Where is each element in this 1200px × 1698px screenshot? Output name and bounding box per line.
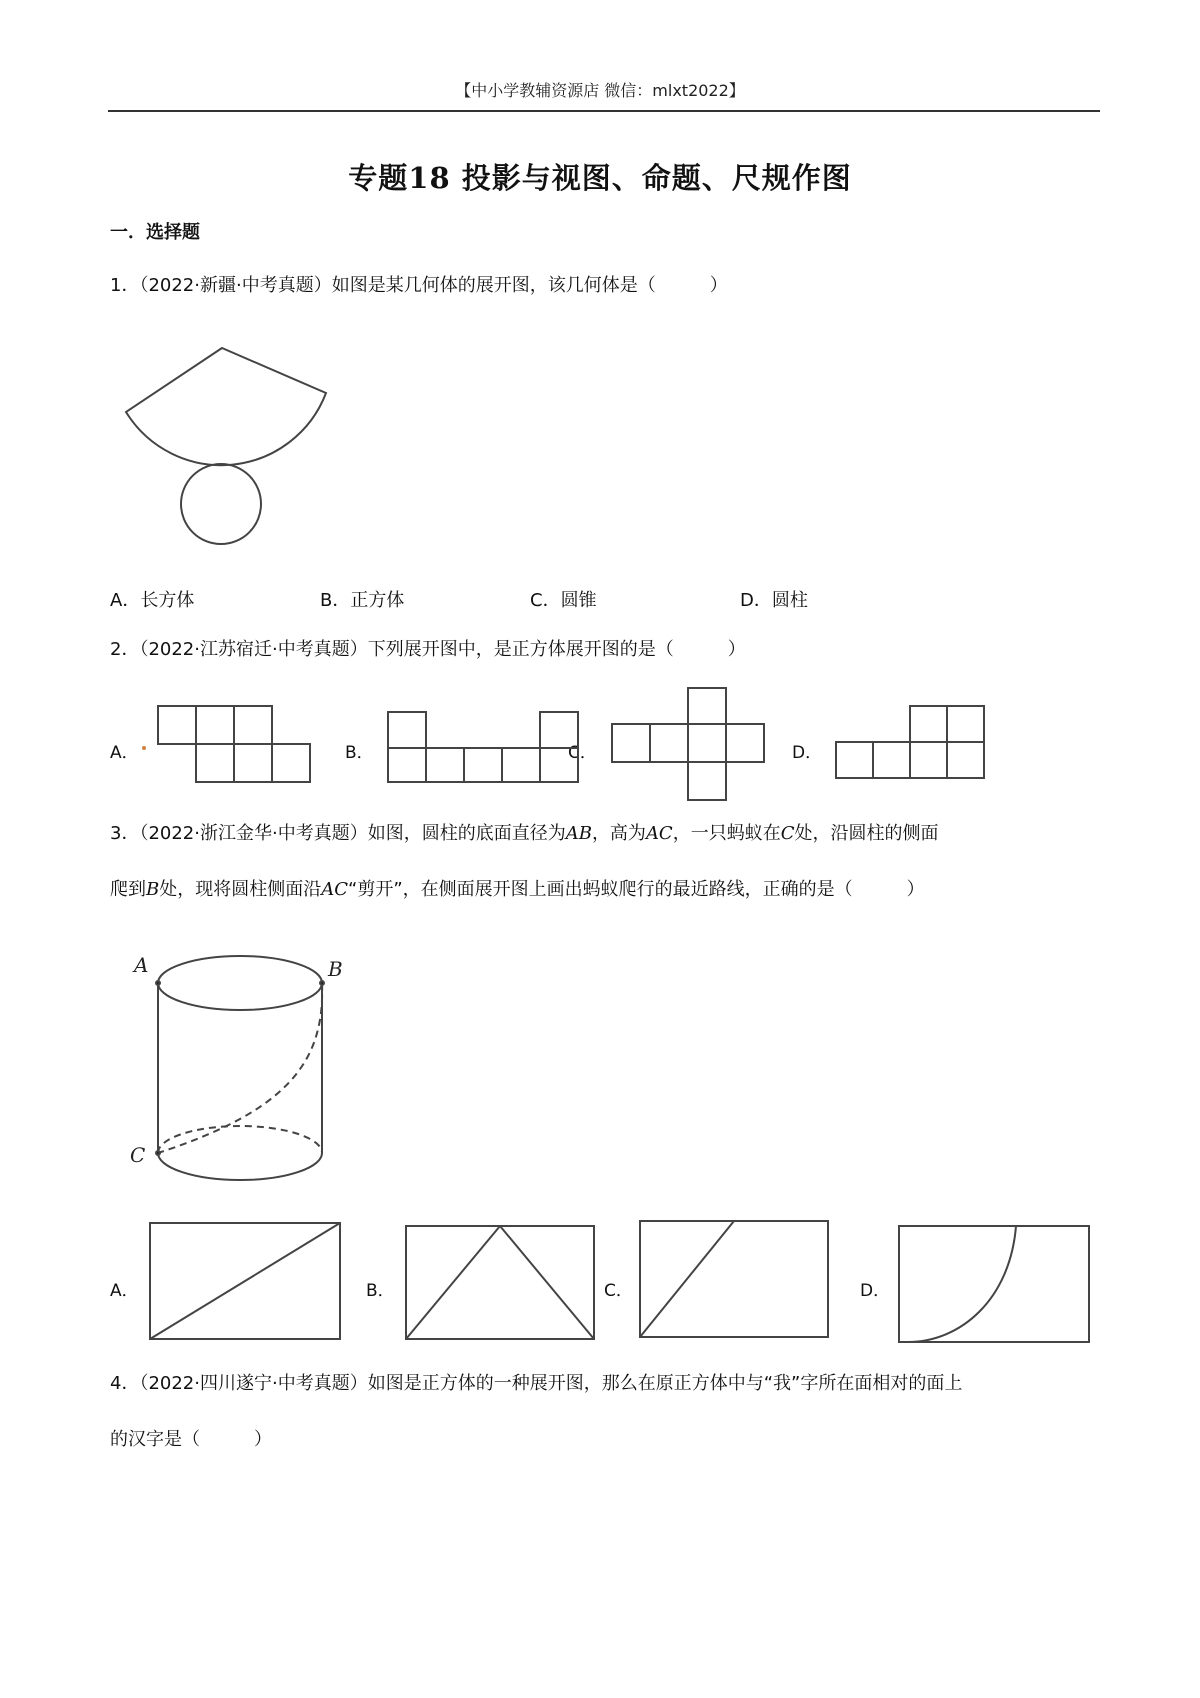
question-1-option-d[interactable]: D．圆柱 (740, 590, 808, 611)
q3-text-1: 3．（2022·浙江金华·中考真题）如图，圆柱的底面直径为 (110, 823, 566, 844)
unrolled-option-a (150, 1223, 340, 1339)
page-title: 专题18 投影与视图、命题、尺规作图 (348, 161, 852, 195)
question-1-option-a[interactable]: A．长方体 (110, 590, 195, 611)
question-2-option-a-label[interactable]: A． (110, 743, 139, 763)
question-2-stem: 2．（2022·江苏宿迁·中考真题）下列展开图中，是正方体展开图的是（ ） (110, 639, 746, 660)
label-c: C (130, 1143, 146, 1167)
q3-text-5: 爬到 (110, 879, 146, 900)
question-2-option-c-label[interactable]: C． (568, 743, 597, 763)
q3-text-3: ，一只蚂蚁在 (672, 823, 781, 844)
question-3-option-b-label[interactable]: B． (366, 1281, 395, 1301)
q3-text-4: 处，沿圆柱的侧面 (794, 823, 939, 844)
question-2-option-b-label[interactable]: B． (345, 743, 374, 763)
q3-text-6: 处，现将圆柱侧面沿 (159, 879, 322, 900)
unrolled-option-d (899, 1226, 1089, 1342)
question-3-option-c-label[interactable]: C． (604, 1281, 633, 1301)
question-4-stem-line-2: 的汉字是（ ） (110, 1429, 272, 1450)
question-4-stem-line-1: 4．（2022·四川遂宁·中考真题）如图是正方体的一种展开图，那么在原正方体中与“我”字所在面相对的面上 (110, 1373, 963, 1394)
label-a: A (134, 953, 149, 977)
label-b: B (328, 957, 343, 981)
q3-math-b: B (146, 879, 160, 900)
question-3-option-a-label[interactable]: A． (110, 1281, 139, 1301)
question-1-option-b[interactable]: B．正方体 (320, 590, 405, 611)
page-header: 【中小学教辅资源店 微信：mlxt2022】 (455, 81, 745, 100)
q3-math-ac-2: AC (321, 879, 349, 900)
q3-text-2: ，高为 (591, 823, 646, 844)
unrolled-option-c (640, 1221, 828, 1337)
q3-text-7: “剪开”，在侧面展开图上画出蚂蚁爬行的最近路线，正确的是（ ） (348, 879, 925, 900)
section-heading: 一．选择题 (110, 222, 200, 243)
question-3-option-d-label[interactable]: D． (860, 1281, 891, 1301)
unrolled-option-b (406, 1226, 594, 1339)
q3-math-c: C (780, 823, 795, 844)
q3-math-ab: AB (565, 823, 592, 844)
question-1-stem: 1．（2022·新疆·中考真题）如图是某几何体的展开图，该几何体是（ ） (110, 275, 728, 296)
q3-math-ac: AC (645, 823, 673, 844)
question-2-option-d-label[interactable]: D． (792, 743, 823, 763)
question-1-option-c[interactable]: C．圆锥 (530, 590, 597, 611)
